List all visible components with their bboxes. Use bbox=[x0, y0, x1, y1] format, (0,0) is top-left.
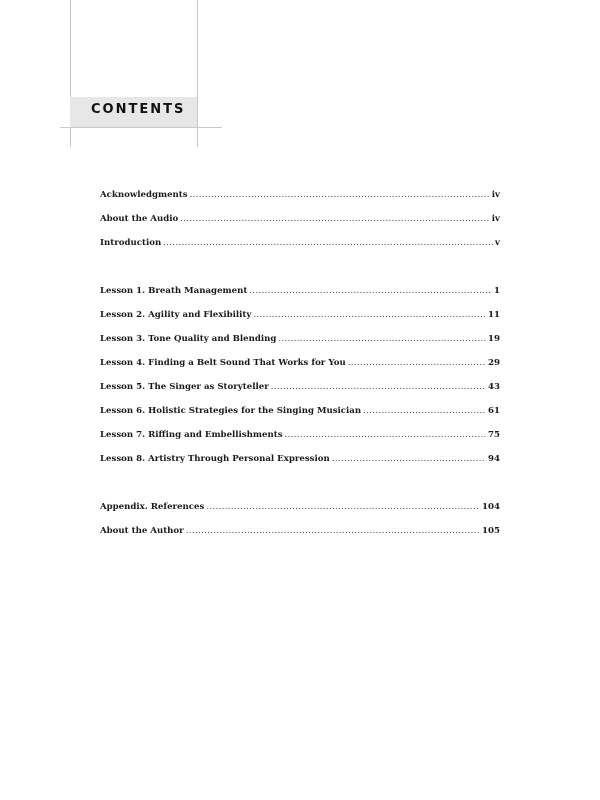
toc-entry[interactable] bbox=[100, 358, 500, 382]
toc-entry-page: 1 bbox=[494, 286, 500, 296]
toc-entry-title: About the Audio bbox=[100, 214, 179, 224]
toc-entry-page: 61 bbox=[488, 406, 500, 416]
crop-guide-right bbox=[197, 0, 198, 147]
toc-entry[interactable] bbox=[100, 382, 500, 406]
toc-entry-page: 43 bbox=[488, 382, 500, 392]
toc-entry-page: v bbox=[495, 238, 500, 248]
toc-entry-title: Lesson 8. Artistry Through Personal Expression bbox=[100, 454, 330, 464]
toc-entry-page: 104 bbox=[482, 502, 500, 512]
crop-guide-bottom bbox=[60, 127, 222, 128]
toc-entry[interactable] bbox=[100, 406, 500, 430]
toc-entry-title: Lesson 6. Holistic Strategies for the Singing Musician bbox=[100, 406, 362, 416]
toc-dot-leader bbox=[253, 310, 486, 320]
toc-dot-leader bbox=[249, 286, 492, 296]
toc-dot-leader bbox=[285, 430, 487, 440]
toc-dot-leader bbox=[163, 238, 493, 248]
toc-entry-page: 94 bbox=[488, 454, 500, 464]
toc-entry[interactable] bbox=[100, 286, 500, 310]
toc-entry-title: Lesson 5. The Singer as Storyteller bbox=[100, 382, 269, 392]
toc-dot-leader bbox=[186, 526, 480, 536]
toc-dot-leader bbox=[190, 190, 490, 200]
toc-entry[interactable] bbox=[100, 502, 500, 526]
toc-dot-leader bbox=[278, 334, 486, 344]
table-of-contents bbox=[100, 190, 500, 550]
toc-entry-page: iv bbox=[491, 190, 500, 200]
toc-entry-title: Lesson 4. Finding a Belt Sound That Works for You bbox=[100, 358, 346, 368]
toc-dot-leader bbox=[206, 502, 480, 512]
toc-entry[interactable] bbox=[100, 454, 500, 478]
toc-entry-title: Lesson 7. Riffing and Embellishments bbox=[100, 430, 283, 440]
toc-entry-title: Introduction bbox=[100, 238, 162, 248]
toc-back-matter bbox=[100, 502, 500, 550]
toc-entry[interactable] bbox=[100, 334, 500, 358]
toc-dot-leader bbox=[363, 406, 486, 416]
toc-entry-page: iv bbox=[491, 214, 500, 224]
toc-entry-title: Appendix. References bbox=[100, 502, 205, 512]
toc-entry-page: 75 bbox=[488, 430, 500, 440]
toc-entry-title: Lesson 3. Tone Quality and Blending bbox=[100, 334, 277, 344]
toc-dot-leader bbox=[180, 214, 490, 224]
toc-entry-page: 29 bbox=[488, 358, 500, 368]
toc-entry-title: Lesson 2. Agility and Flexibility bbox=[100, 310, 252, 320]
toc-entry-page: 19 bbox=[488, 334, 500, 344]
page-title: CONTENTS bbox=[91, 102, 186, 117]
toc-entry-title: About the Author bbox=[100, 526, 184, 536]
toc-entry[interactable] bbox=[100, 310, 500, 334]
toc-front-matter bbox=[100, 190, 500, 262]
toc-entry-page: 105 bbox=[482, 526, 500, 536]
toc-lessons bbox=[100, 286, 500, 478]
toc-entry-page: 11 bbox=[488, 310, 500, 320]
toc-dot-leader bbox=[271, 382, 486, 392]
toc-entry[interactable] bbox=[100, 190, 500, 214]
toc-entry-title: Lesson 1. Breath Management bbox=[100, 286, 248, 296]
toc-entry[interactable] bbox=[100, 238, 500, 262]
toc-entry-title: Acknowledgments bbox=[100, 190, 188, 200]
toc-dot-leader bbox=[348, 358, 486, 368]
toc-entry[interactable] bbox=[100, 430, 500, 454]
toc-dot-leader bbox=[332, 454, 486, 464]
toc-entry[interactable] bbox=[100, 526, 500, 550]
toc-entry[interactable] bbox=[100, 214, 500, 238]
